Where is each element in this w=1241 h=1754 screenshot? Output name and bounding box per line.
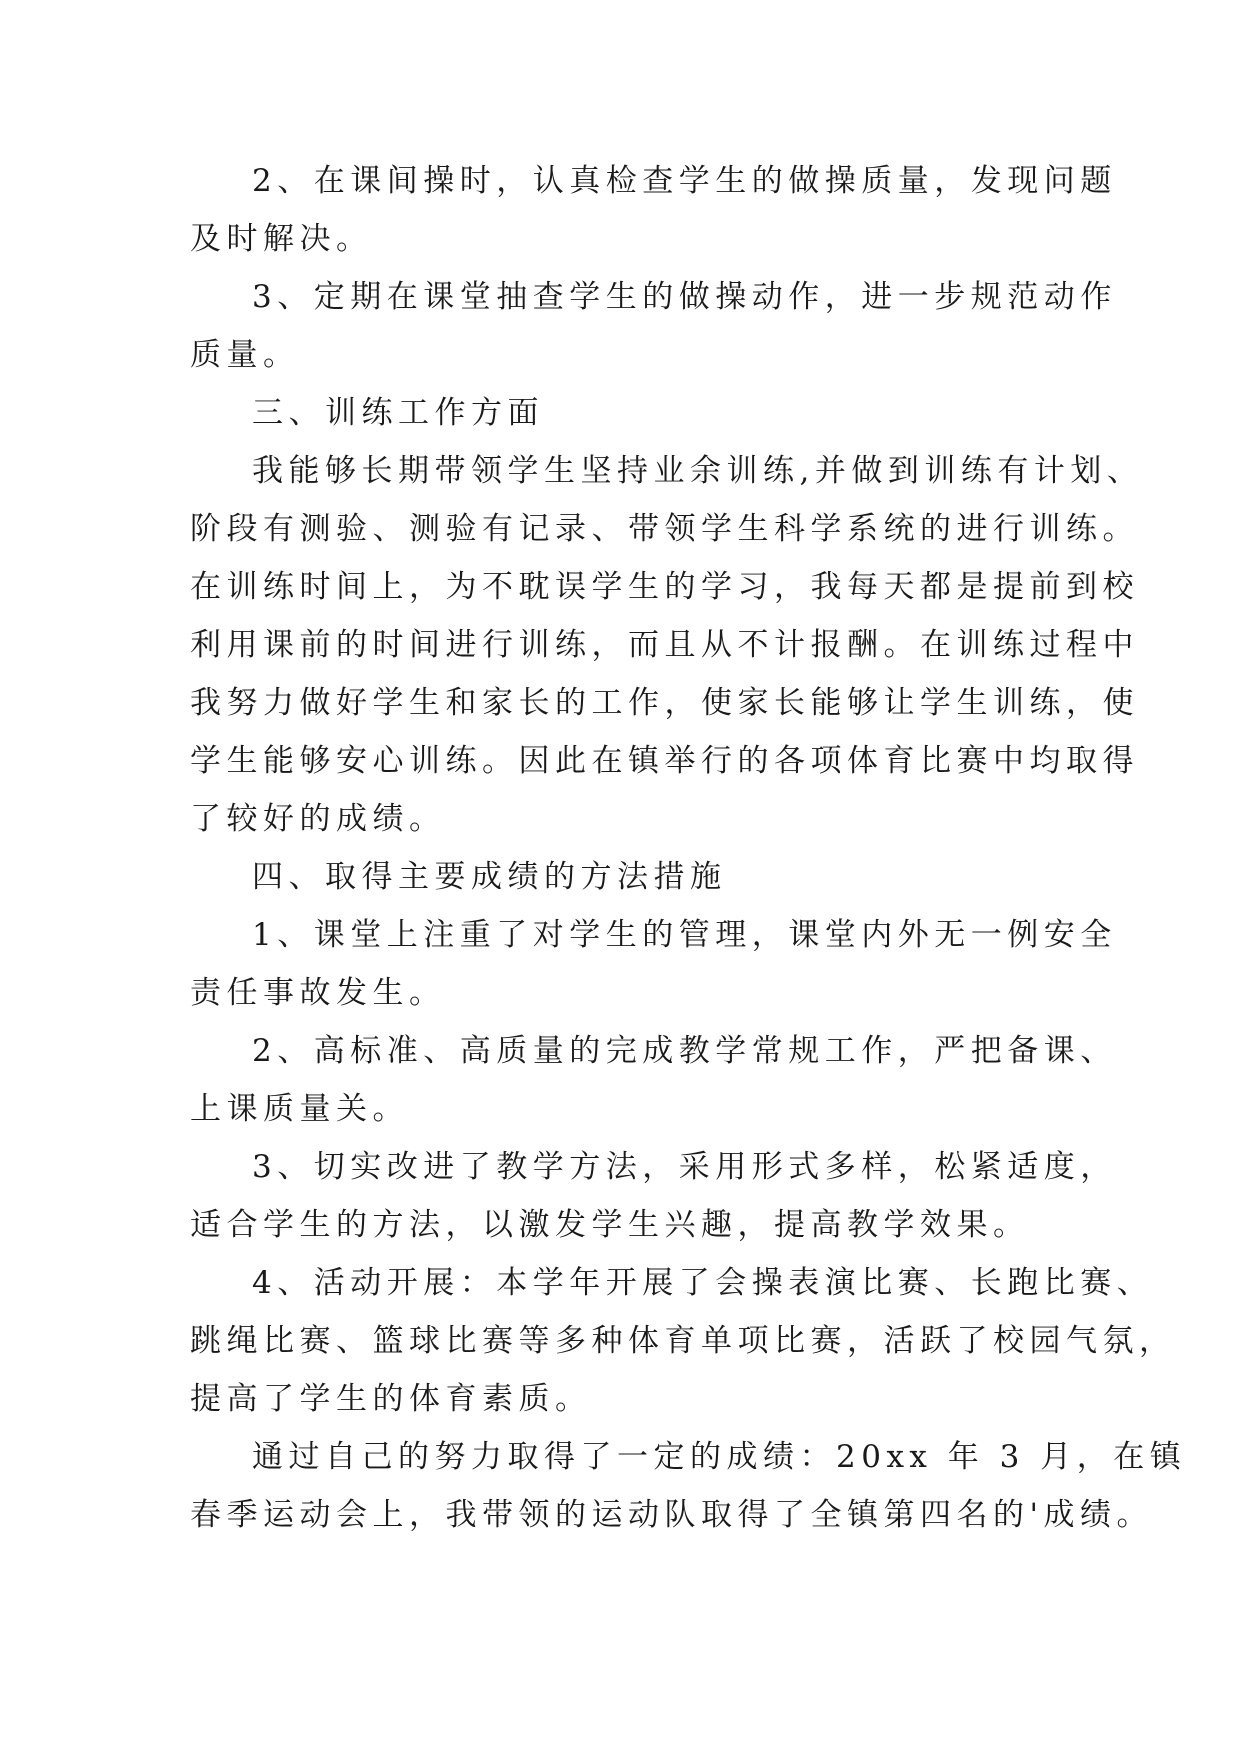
text-line: 质量。: [190, 337, 300, 373]
text-line: 我能够长期带领学生坚持业余训练,并做到训练有计划、: [252, 453, 1144, 489]
text-line: 了较好的成绩。: [190, 801, 446, 837]
text-line: 我努力做好学生和家长的工作，使家长能够让学生训练，使: [190, 685, 1139, 721]
text-line: 通过自己的努力取得了一定的成绩：20xx 年 3 月，在镇: [252, 1439, 1187, 1475]
text-line: 学生能够安心训练。因此在镇举行的各项体育比赛中均取得: [190, 743, 1139, 779]
section-heading: 四、取得主要成绩的方法措施: [252, 859, 727, 895]
text-line: 责任事故发生。: [190, 975, 446, 1011]
document-body: [190, 152, 1187, 1544]
text-line: 适合学生的方法，以激发学生兴趣，提高教学效果。: [190, 1207, 1030, 1243]
text-line: 2、高标准、高质量的完成教学常规工作，严把备课、: [252, 1033, 1117, 1069]
text-line: 3、切实改进了教学方法，采用形式多样，松紧适度，: [252, 1149, 1117, 1185]
text-line: 及时解决。: [190, 221, 373, 257]
text-line: 跳绳比赛、篮球比赛等多种体育单项比赛，活跃了校园气氛，: [190, 1323, 1176, 1359]
section-heading: 三、训练工作方面: [252, 395, 544, 431]
text-line: 利用课前的时间进行训练，而且从不计报酬。在训练过程中: [190, 627, 1139, 663]
text-line: 3、定期在课堂抽查学生的做操动作，进一步规范动作: [252, 279, 1117, 315]
text-line: 1、课堂上注重了对学生的管理，课堂内外无一例安全: [252, 917, 1117, 953]
text-line: 春季运动会上，我带领的运动队取得了全镇第四名的'成绩。: [190, 1497, 1154, 1533]
text-line: 提高了学生的体育素质。: [190, 1381, 592, 1417]
text-line: 4、活动开展：本学年开展了会操表演比赛、长跑比赛、: [252, 1265, 1154, 1301]
text-line: 阶段有测验、测验有记录、带领学生科学系统的进行训练。: [190, 511, 1139, 547]
text-line: 2、在课间操时，认真检查学生的做操质量，发现问题: [252, 163, 1117, 199]
text-line: 上课质量关。: [190, 1091, 409, 1127]
text-line: 在训练时间上，为不耽误学生的学习，我每天都是提前到校: [190, 569, 1139, 605]
